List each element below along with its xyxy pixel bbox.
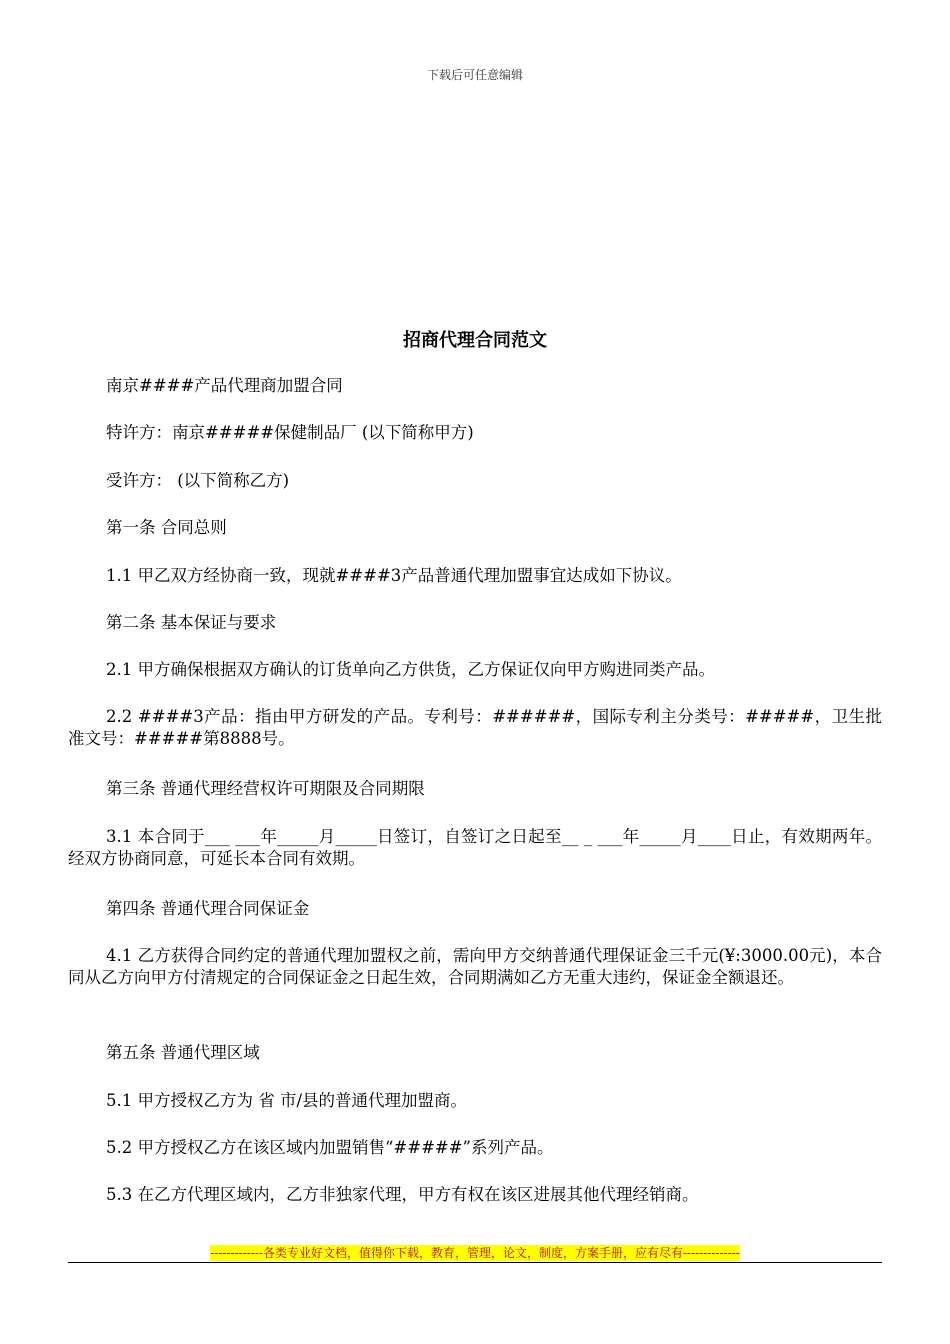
footer-divider	[68, 1262, 882, 1263]
clause-5-3: 5.3 在乙方代理区域内，乙方非独家代理，甲方有权在该区进展其他代理经销商。	[106, 1185, 699, 1204]
article-2-heading: 第二条 基本保证与要求	[106, 613, 277, 632]
document-title: 招商代理合同范文	[403, 330, 547, 351]
footer-banner	[0, 1242, 950, 1261]
clause-2-1: 2.1 甲方确保根据双方确认的订货单向乙方供货，乙方保证仅向甲方购进同类产品。	[106, 660, 715, 679]
article-3-heading: 第三条 普通代理经营权许可期限及合同期限	[106, 779, 425, 798]
paragraph-franchisor: 特许方：南京#####保健制品厂 (以下简称甲方)	[106, 423, 474, 442]
paragraph-franchisee: 受许方： (以下简称乙方)	[106, 471, 290, 490]
clause-4-1: 4.1 乙方获得合同约定的普通代理加盟权之前，需向甲方交纳普通代理保证金三千元(¥:3000.00元)，本合同从乙方向甲方付清规定的合同保证金之日起生效，合同期满如乙方无重大违约，保证金全额退还。	[68, 946, 882, 987]
article-4-heading: 第四条 普通代理合同保证金	[106, 899, 310, 918]
article-1-heading: 第一条 合同总则	[106, 518, 227, 537]
clause-2-2: 2.2 ####3产品：指由甲方研发的产品。专利号：######，国际专利主分类号：#####，卫生批准文号：#####第8888号。	[68, 707, 882, 748]
footer-banner-text: -------------各类专业好文档，值得你下载，教育，管理，论文，制度，方案手册，应有尽有--------------	[210, 1246, 740, 1260]
clause-5-1: 5.1 甲方授权乙方为 省 市/县的普通代理加盟商。	[106, 1091, 468, 1110]
clause-1-1: 1.1 甲乙双方经协商一致，现就####3产品普通代理加盟事宜达成如下协议。	[106, 566, 682, 585]
paragraph-contract-name: 南京####产品代理商加盟合同	[106, 376, 343, 395]
clause-5-2: 5.2 甲方授权乙方在该区域内加盟销售“#####”系列产品。	[106, 1138, 554, 1157]
header-note: 下载后可任意编辑	[426, 68, 523, 82]
clause-3-1: 3.1 本合同于___ ___年_____月_____日签订，自签订之日起至__ _ ___年_____月____日止，有效期两年。经双方协商同意，可延长本合同有效期。	[68, 827, 882, 868]
article-5-heading: 第五条 普通代理区域	[106, 1043, 260, 1062]
